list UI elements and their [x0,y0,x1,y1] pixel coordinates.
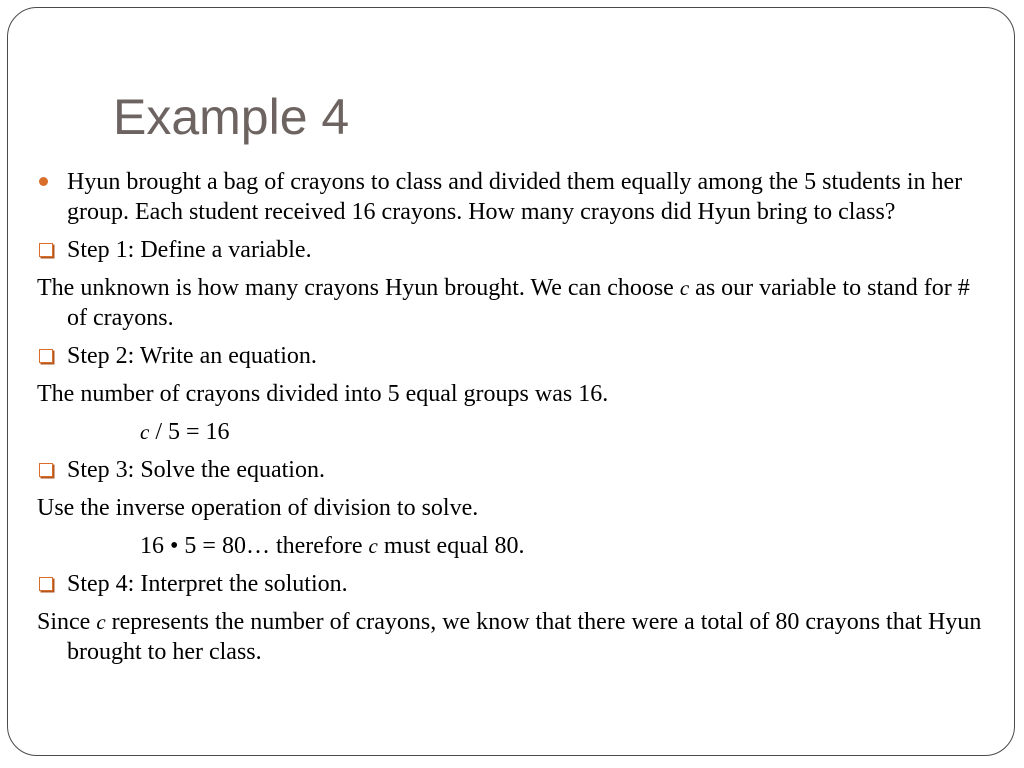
step-3-text: Use the inverse operation of division to solve. [37,495,479,521]
equation [37,417,987,447]
variable-c: c [368,534,378,558]
variable-c: c [140,420,150,444]
step-4-explanation [37,607,987,667]
step-3-explanation [37,493,987,523]
checkbox-bullet-icon [39,577,53,591]
solution-a: 16 • 5 = 80… therefore [140,533,369,559]
step-2 [37,341,987,371]
step-4 [37,569,987,599]
problem-text: Hyun brought a bag of crayons to class and divided them equally among the 5 students in her group. Each student received 16 crayons. How many crayons did Hyun bring to class? [67,169,963,225]
step-2-text: The number of crayons divided into 5 equal groups was 16. [37,381,609,407]
variable-c: c [96,610,106,634]
step-2-label: Step 2: Write an equation. [67,343,317,369]
solution-b: must equal 80. [377,533,525,559]
step-1-label: Step 1: Define a variable. [67,237,312,263]
step-2-explanation [37,379,987,409]
slide-title: Example 4 [113,89,350,145]
step-3 [37,455,987,485]
variable-c: c [679,276,690,300]
step-3-label: Step 3: Solve the equation. [67,457,325,483]
step-1 [37,235,987,265]
checkbox-bullet-icon [39,463,53,477]
step-1-text-b: as our variable to stand for # of crayons. [67,275,970,331]
checkbox-bullet-icon [39,349,53,363]
step-4-text-a: Since [37,609,97,635]
step-1-explanation [37,273,987,333]
step-4-text-b: represents the number of crayons, we know that there were a total of 80 crayons that Hyun brought to her class. [67,609,982,665]
checkbox-bullet-icon [39,243,53,257]
bullet-dot-icon [39,177,48,186]
solution [37,531,987,561]
problem-statement [37,167,987,227]
equation-rest: / 5 = 16 [149,419,230,445]
step-4-label: Step 4: Interpret the solution. [67,571,348,597]
step-1-text-a: The unknown is how many crayons Hyun brought. We can choose [37,275,680,301]
slide-content [37,167,987,675]
